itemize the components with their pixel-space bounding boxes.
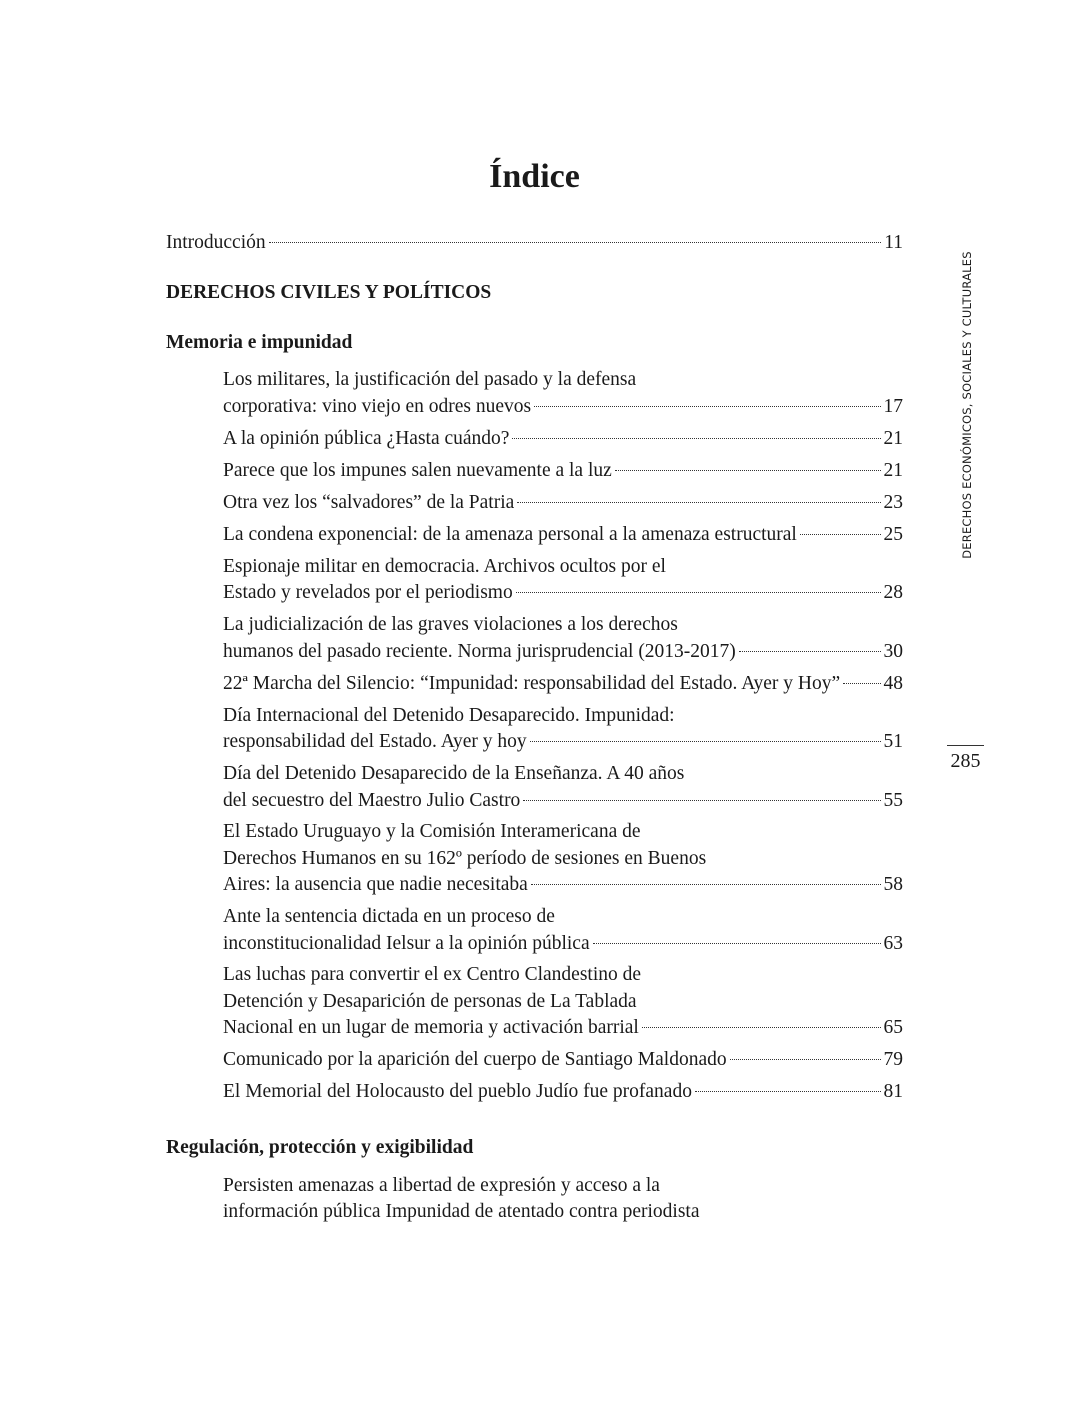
toc-entry[interactable] [223, 490, 903, 516]
entry-page-number: 58 [883, 874, 903, 895]
entry-title: corporativa: vino viejo en odres nuevos [223, 396, 532, 417]
toc-entry[interactable] [223, 522, 903, 548]
entry-page-number: 65 [883, 1017, 903, 1038]
entry-title: Otra vez los “salvadores” de la Patria [223, 492, 515, 513]
entry-title: del secuestro del Maestro Julio Castro [223, 790, 521, 811]
entry-title: 22ª Marcha del Silencio: “Impunidad: responsabilidad del Estado. Ayer y Hoy” [223, 673, 841, 694]
toc-entry[interactable] [223, 872, 903, 898]
entry-page-number: 23 [883, 492, 903, 513]
entry-page-number: 48 [883, 673, 903, 694]
toc-entry-line[interactable]: Día Internacional del Detenido Desaparecido. Impunidad: [223, 705, 675, 726]
entry-title: Aires: la ausencia que nadie necesitaba [223, 874, 528, 895]
page-number: 285 [950, 750, 981, 772]
subsection-heading: Memoria e impunidad [166, 332, 353, 353]
dot-leader [523, 800, 880, 801]
entry-page-number: 51 [883, 731, 903, 752]
toc-entry-line[interactable]: Detención y Desaparición de personas de La Tablada [223, 991, 637, 1012]
toc-entry[interactable] [223, 1079, 903, 1105]
entry-title: inconstitucionalidad Ielsur a la opinión pública [223, 933, 590, 954]
toc-entry-line[interactable]: Ante la sentencia dictada en un proceso de [223, 906, 555, 927]
toc-entry[interactable] [223, 426, 903, 452]
toc-entry-line[interactable]: Derechos Humanos en su 162º período de sesiones en Buenos [223, 848, 707, 869]
toc-entry[interactable] [223, 458, 903, 484]
toc-entry[interactable] [223, 394, 903, 420]
dot-leader [530, 741, 881, 742]
entry-page-number: 21 [883, 460, 903, 481]
dot-leader [695, 1091, 881, 1092]
entry-page-number: 55 [883, 790, 903, 811]
toc-entry[interactable] [223, 671, 903, 697]
entry-title: A la opinión pública ¿Hasta cuándo? [223, 428, 510, 449]
dot-leader [593, 943, 881, 944]
running-side-title-text: DERECHOS ECONÓMICOS, SOCIALES Y CULTURALES [960, 251, 974, 559]
entry-title: Comunicado por la aparición del cuerpo de Santiago Maldonado [223, 1049, 727, 1070]
section-heading: DERECHOS CIVILES Y POLÍTICOS [166, 282, 492, 303]
dot-leader [269, 242, 882, 243]
entry-page-number: 63 [883, 933, 903, 954]
toc-entry-line[interactable]: La judicialización de las graves violaciones a los derechos [223, 614, 678, 635]
dot-leader [512, 438, 880, 439]
toc-entry-line[interactable]: Día del Detenido Desaparecido de la Enseñanza. A 40 años [223, 763, 685, 784]
subsection-heading: Regulación, protección y exigibilidad [166, 1137, 474, 1158]
toc-entry[interactable] [223, 1047, 903, 1073]
toc-entry-line[interactable]: Las luchas para convertir el ex Centro Clandestino de [223, 964, 642, 985]
toc-entry-line[interactable]: Persisten amenazas a libertad de expresión y acceso a la [223, 1175, 660, 1196]
entry-page-number: 17 [883, 396, 903, 417]
entry-title: Estado y revelados por el periodismo [223, 582, 513, 603]
dot-leader [516, 592, 881, 593]
dot-leader [615, 470, 881, 471]
entry-title: La condena exponencial: de la amenaza personal a la amenaza estructural [223, 524, 797, 545]
entry-title: humanos del pasado reciente. Norma jurisprudencial (2013-2017) [223, 641, 736, 662]
toc-entry-line[interactable]: El Estado Uruguayo y la Comisión Interamericana de [223, 821, 641, 842]
page-title: Índice [489, 158, 580, 195]
toc-entry[interactable] [223, 639, 903, 665]
toc-entry-line[interactable]: información pública Impunidad de atentado contra periodista [223, 1201, 700, 1222]
entry-page-number: 79 [883, 1049, 903, 1070]
entry-title: El Memorial del Holocausto del pueblo Judío fue profanado [223, 1081, 692, 1102]
page-number-rule [947, 745, 984, 746]
running-side-title [955, 246, 979, 564]
dot-leader [730, 1059, 881, 1060]
dot-leader [800, 534, 881, 535]
toc-entry[interactable] [223, 729, 903, 755]
entry-title: Parece que los impunes salen nuevamente a la luz [223, 460, 612, 481]
entry-page-number: 28 [883, 582, 903, 603]
toc-entry-line[interactable]: Los militares, la justificación del pasado y la defensa [223, 369, 637, 390]
toc-entry[interactable] [223, 580, 903, 606]
dot-leader [517, 502, 880, 503]
dot-leader [642, 1027, 881, 1028]
toc-entry[interactable] [223, 1015, 903, 1041]
entry-page-number: 11 [884, 232, 903, 253]
entry-page-number: 21 [883, 428, 903, 449]
entry-page-number: 25 [883, 524, 903, 545]
toc-entry-introduccion[interactable] [166, 230, 903, 256]
entry-title: Introducción [166, 232, 266, 253]
toc-entry-line[interactable]: Espionaje militar en democracia. Archivos ocultos por el [223, 556, 666, 577]
dot-leader [843, 683, 880, 684]
entry-title: Nacional en un lugar de memoria y activación barrial [223, 1017, 639, 1038]
dot-leader [739, 651, 881, 652]
toc-entry[interactable] [223, 788, 903, 814]
dot-leader [531, 884, 881, 885]
dot-leader [534, 406, 880, 407]
entry-page-number: 30 [883, 641, 903, 662]
toc-entry[interactable] [223, 931, 903, 957]
entry-page-number: 81 [883, 1081, 903, 1102]
entry-title: responsabilidad del Estado. Ayer y hoy [223, 731, 527, 752]
